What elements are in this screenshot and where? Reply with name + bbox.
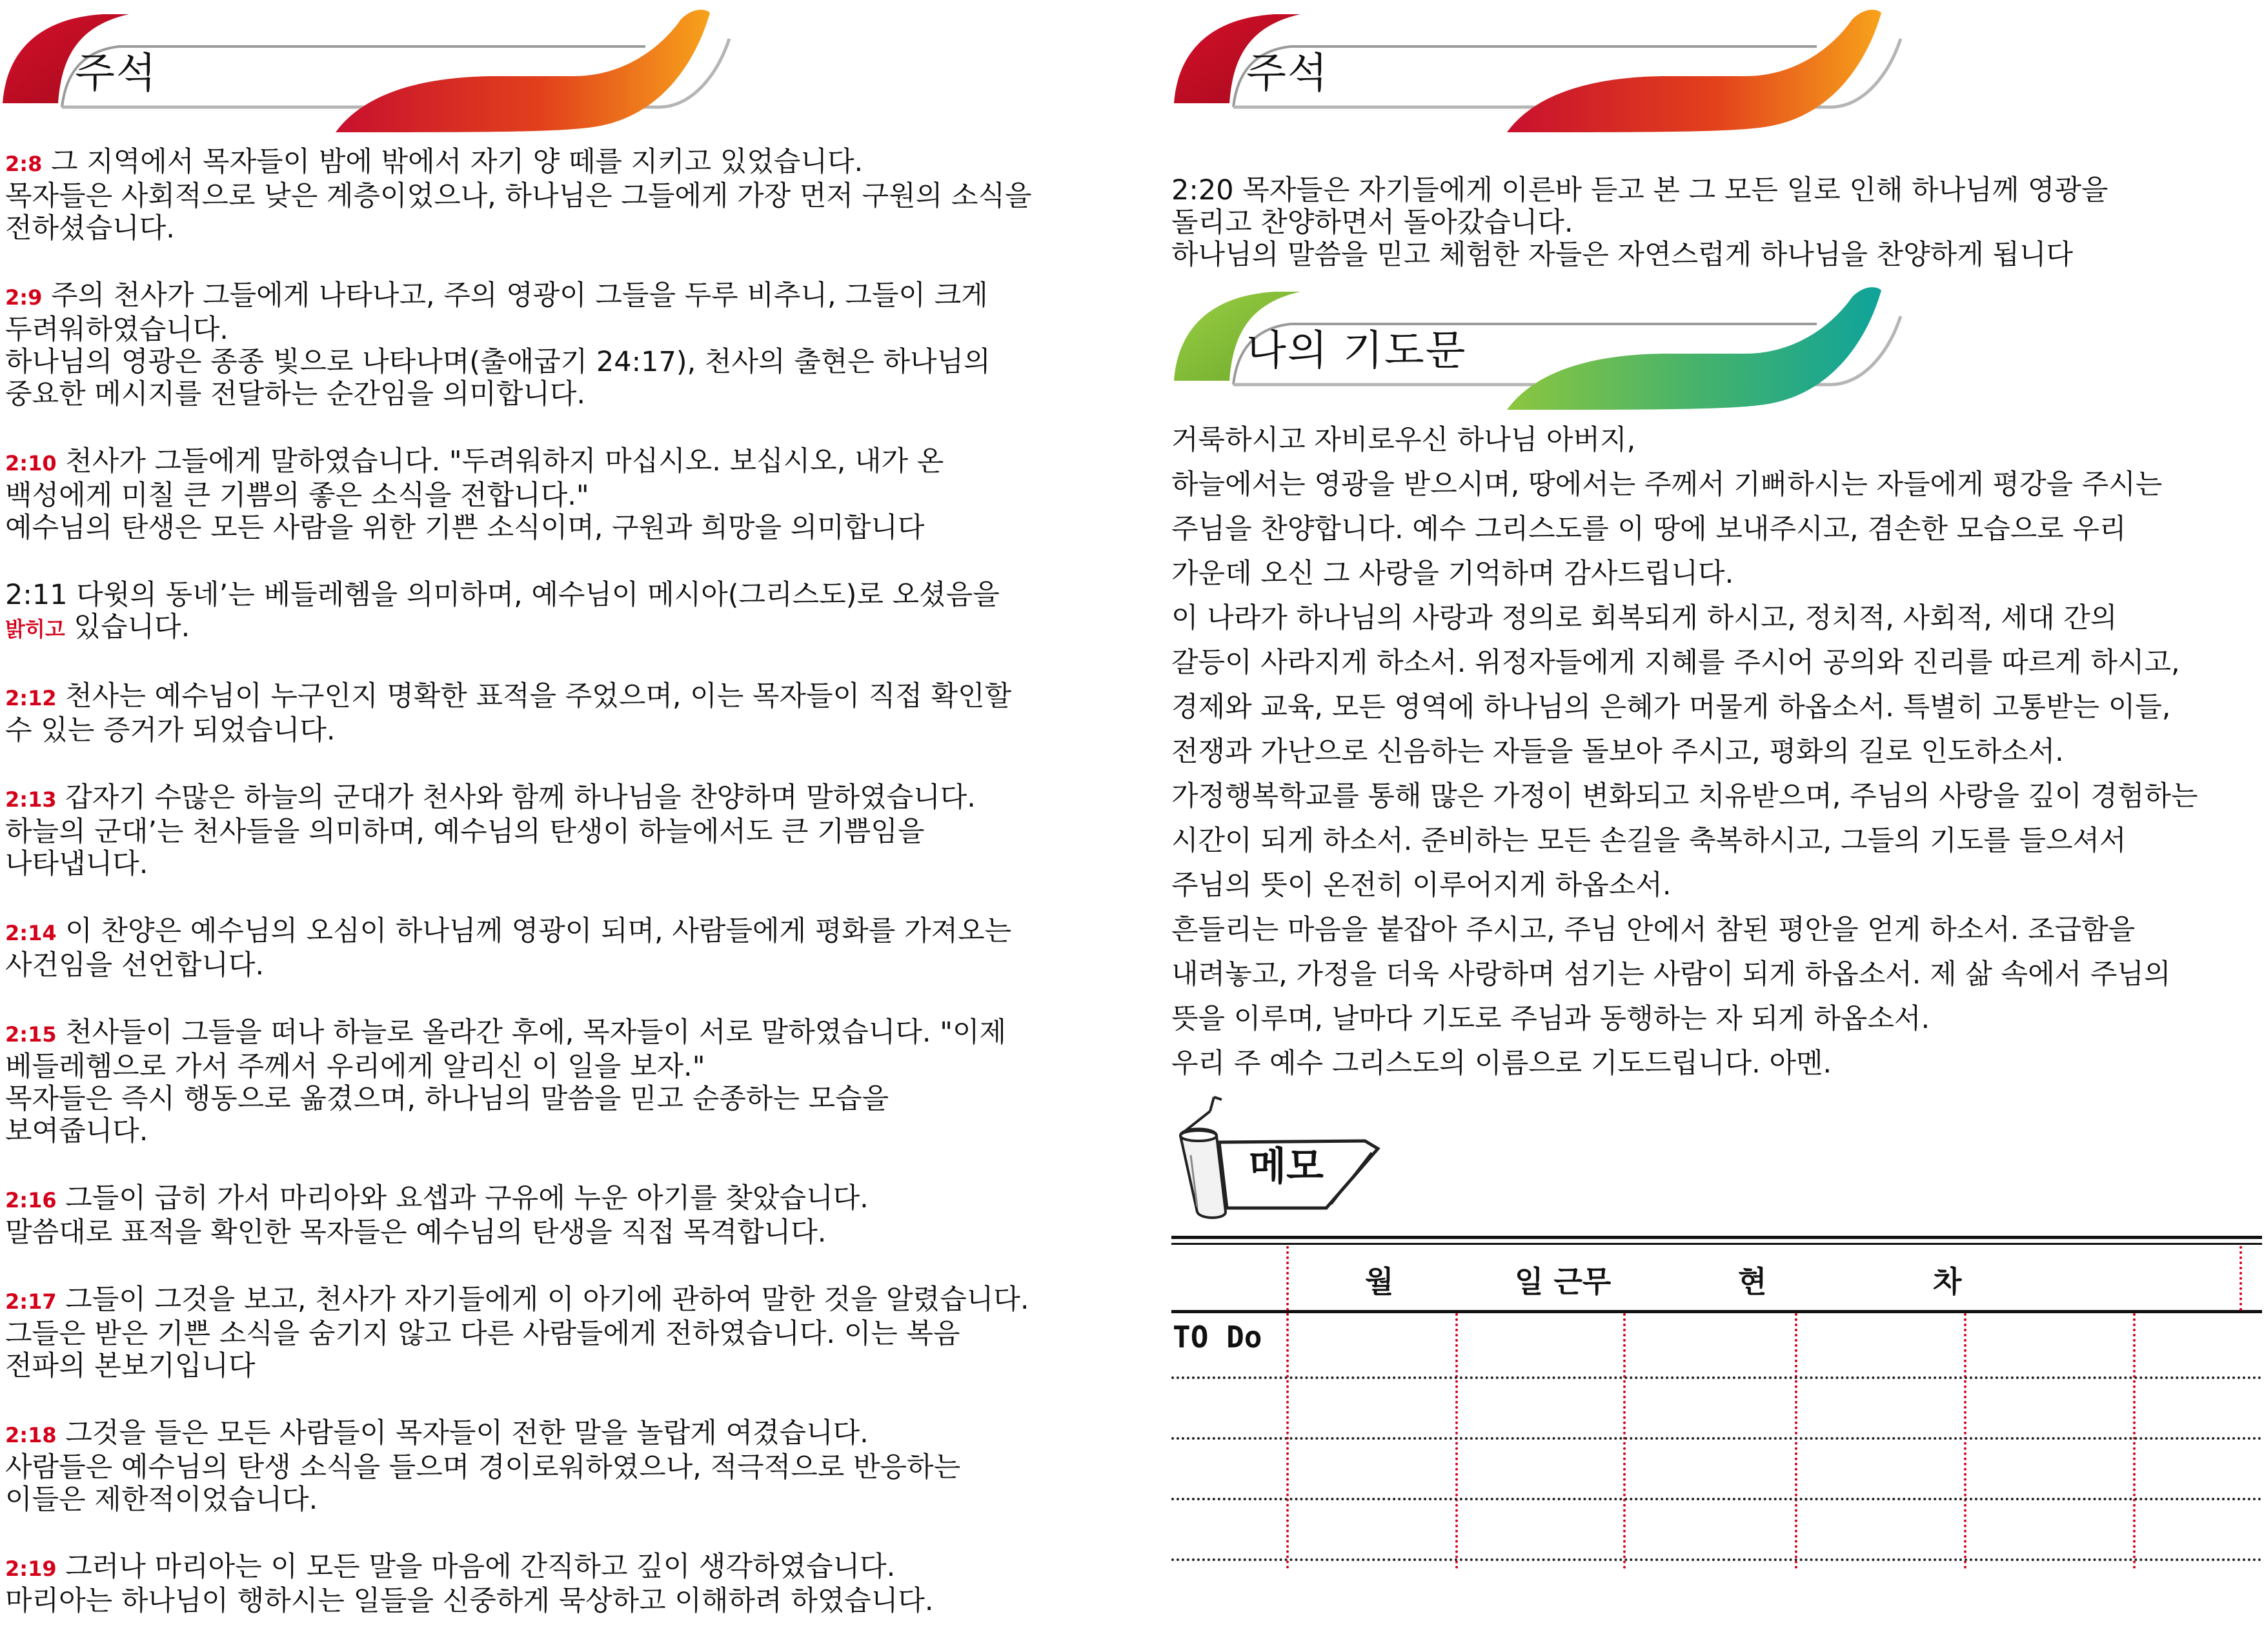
note-text: 그 지역에서 목자들이 밤에 밖에서 자기 양 떼를 지키고 있었습니다.: [51, 146, 864, 178]
prayer-line: 내려놓고, 가정을 더욱 사랑하며 섬기는 사람이 되게 하옵소서. 제 삶 속에서 주님의: [1171, 958, 2171, 991]
note-2-18: [5, 1417, 1102, 1516]
note-text: 예수님의 탄생은 모든 사람을 위한 기쁜 소식이며, 구원과 희망을 의미합니다: [5, 512, 925, 544]
note-2-11: [5, 579, 1102, 645]
note-text: 나타냅니다.: [5, 848, 148, 880]
annotation-banner: [0, 0, 749, 136]
note-text: 그들은 받은 기쁜 소식을 숨기지 않고 다른 사람들에게 전하였습니다. 이는 복음: [5, 1318, 960, 1350]
todo-label: TO Do: [1173, 1320, 1262, 1355]
prayer-line: 주님을 찬양합니다. 예수 그리스도를 이 땅에 보내주시고, 겸손한 모습으로 우리: [1171, 513, 2127, 545]
prayer-line: 우리 주 예수 그리스도의 이름으로 기도드립니다. 아멘.: [1171, 1047, 1832, 1080]
prayer-line: 가정행복학교를 통해 많은 가정이 변화되고 치유받으며, 주님의 사랑을 깊이 경험하는: [1171, 780, 2198, 812]
note-text: 백성에게 미칠 큰 기쁨의 좋은 소식을 전합니다.": [5, 479, 589, 512]
memo-label: 메모: [1249, 1144, 1324, 1189]
note-text: 베들레헴으로 가서 주께서 우리에게 알리신 이 일을 보자.": [5, 1051, 705, 1083]
row-divider: [1171, 1498, 2262, 1500]
note-2-12: [5, 680, 1102, 747]
note-2-8: [5, 146, 1102, 245]
top-rule-thin: [1171, 1243, 2262, 1245]
note-2-16: [5, 1182, 1102, 1249]
column-divider: [1623, 1313, 1626, 1569]
verse-number: 2:11: [5, 579, 68, 611]
prayer-text: [1171, 418, 2262, 1086]
note-text: 전하셨습니다.: [5, 212, 175, 245]
note-text: 주의 천사가 그들에게 나타나고, 주의 영광이 그들을 두루 비추니, 그들이 크게: [51, 279, 988, 312]
column-divider: [1286, 1246, 1289, 1569]
prayer-line: 하늘에서는 영광을 받으시며, 땅에서는 주께서 기뻐하시는 자들에게 평강을 주시는: [1171, 468, 2163, 501]
note-text: 다윗의 동네’는 베들레헴을 의미하며, 예수님이 메시아(그리스도)로 오셨음을: [76, 579, 1000, 611]
note-text: 두려워하였습니다.: [5, 314, 228, 346]
column-divider: [2133, 1313, 2136, 1569]
note-text: 전파의 본보기입니다: [5, 1350, 256, 1382]
prayer-line: 주님의 뜻이 온전히 이루어지게 하옵소서.: [1171, 869, 1672, 902]
note-text: 보여줍니다.: [5, 1115, 148, 1147]
verse-number: 2:18: [5, 1423, 57, 1447]
banner-title: 주석: [1246, 50, 1329, 97]
verse-number: 2:14: [5, 921, 57, 945]
prayer-line: 이 나라가 하나님의 사랑과 정의로 회복되게 하시고, 정치적, 사회적, 세대 간의: [1171, 602, 2117, 634]
verse-number: 2:17: [5, 1289, 57, 1314]
column-divider: [1964, 1313, 1966, 1569]
annotation-notes: [5, 146, 1102, 1652]
header-rule: [1171, 1310, 2262, 1313]
verse-number: 2:10: [5, 451, 57, 476]
top-rule: [1171, 1236, 2262, 1239]
banner-title: 주석: [75, 50, 157, 97]
note-2-19: [5, 1551, 1102, 1617]
row-divider: [1171, 1558, 2262, 1561]
note-text: 목자들은 사회적으로 낮은 계층이었으나, 하나님은 그들에게 가장 먼저 구원의 소식을: [5, 180, 1032, 212]
note-text: 이 찬양은 예수님의 오심이 하나님께 영광이 되며, 사람들에게 평화를 가져오는: [65, 915, 1012, 947]
header-day-work: 일 근무: [1515, 1264, 1612, 1299]
note-text: 하나님의 말씀을 믿고 체험한 자들은 자연스럽게 하나님을 찬양하게 됩니다: [1171, 239, 2074, 271]
verse-number: 2:19: [5, 1556, 57, 1581]
note-2-10: [5, 445, 1102, 544]
header-current: 현: [1738, 1264, 1767, 1299]
note-text: 수 있는 증거가 되었습니다.: [5, 714, 336, 747]
annotation-2-20: [1171, 174, 2262, 271]
note-text: 그들이 급히 가서 마리아와 요셉과 구유에 누운 아기를 찾았습니다.: [65, 1182, 869, 1214]
verse-number: 2:13: [5, 787, 57, 812]
note-text: 있습니다.: [65, 611, 190, 643]
note-2-14: [5, 915, 1102, 982]
note-text: 갑자기 수많은 하늘의 군대가 천사와 함께 하나님을 찬양하며 말하였습니다.: [65, 781, 976, 814]
verse-number: 2:15: [5, 1022, 57, 1047]
note-text: 말씀대로 표적을 확인한 목자들은 예수님의 탄생을 직접 목격합니다.: [5, 1216, 827, 1249]
note-text: 하늘의 군대’는 천사들을 의미하며, 예수님의 탄생이 하늘에서도 큰 기쁨임을: [5, 816, 925, 848]
verse-number: 2:8: [5, 152, 43, 176]
column-divider: [2239, 1246, 2242, 1311]
memo-header: [1171, 1091, 1391, 1220]
note-text: 그러나 마리아는 이 모든 말을 마음에 간직하고 깊이 생각하였습니다.: [65, 1551, 896, 1583]
prayer-line: 시간이 되게 하소서. 준비하는 모든 손길을 축복하시고, 그들의 기도를 들으셔서: [1171, 825, 2127, 857]
row-divider: [1171, 1437, 2262, 1440]
note-text: 마리아는 하나님이 행하시는 일들을 신중하게 묵상하고 이해하려 하였습니다.: [5, 1585, 934, 1617]
note-2-15: [5, 1016, 1102, 1147]
note-text: 중요한 메시지를 전달하는 순간임을 의미합니다.: [5, 378, 586, 410]
note-text: 목자들은 즉시 행동으로 옮겼으며, 하나님의 말씀을 믿고 순종하는 모습을: [5, 1083, 889, 1115]
prayer-line: 흔들리는 마음을 붙잡아 주시고, 주님 안에서 참된 평안을 얻게 하소서. 조급함을: [1171, 914, 2136, 946]
verse-number: 2:9: [5, 285, 43, 310]
prayer-line: 뜻을 이루며, 날마다 기도로 주님과 동행하는 자 되게 하옵소서.: [1171, 1003, 1930, 1035]
left-page: [0, 0, 1110, 1617]
note-text: 천사들이 그들을 떠나 하늘로 올라간 후에, 목자들이 서로 말하였습니다. "이제: [65, 1016, 1007, 1049]
prayer-line: 갈등이 사라지게 하소서. 위정자들에게 지혜를 주시어 공의와 진리를 따르게 하시고,: [1171, 647, 2180, 679]
note-text: 사람들은 예수님의 탄생 소식을 들으며 경이로워하였으나, 적극적으로 반응하는: [5, 1451, 961, 1484]
note-2-13: [5, 781, 1102, 880]
note-text: 사건임을 선언합니다.: [5, 949, 265, 982]
note-text: 이들은 제한적이었습니다.: [5, 1484, 318, 1516]
prayer-line: 전쟁과 가난으로 신음하는 자들을 돌보아 주시고, 평화의 길로 인도하소서.: [1171, 736, 2064, 768]
column-divider: [1455, 1313, 1458, 1569]
right-page: [1171, 0, 2264, 1600]
highlighted-word: 밝히고: [5, 617, 65, 641]
note-text: 돌리고 찬양하면서 돌아갔습니다.: [1171, 206, 1573, 239]
prayer-line: 경제와 교육, 모든 영역에 하나님의 은혜가 머물게 하옵소서. 특별히 고통받는 이들,: [1171, 691, 2171, 723]
prayer-title: 나의 기도문: [1246, 327, 1467, 375]
column-divider: [1795, 1313, 1797, 1569]
annotation-banner-right: [1171, 0, 1920, 136]
header-order: 차: [1933, 1264, 1962, 1299]
header-month: 월: [1365, 1264, 1394, 1299]
note-text: 그것을 들은 모든 사람들이 목자들이 전한 말을 놀랍게 여겼습니다.: [65, 1417, 869, 1449]
verse-number: 2:12: [5, 686, 57, 710]
note-2-17: [5, 1284, 1102, 1382]
verse-number: 2:16: [5, 1188, 57, 1213]
note-text: 하나님의 영광은 종종 빛으로 나타나며(출애굽기 24:17), 천사의 출현은 하나님의: [5, 346, 991, 378]
prayer-banner: [1171, 277, 1920, 413]
prayer-line: 가운데 오신 그 사랑을 기억하며 감사드립니다.: [1171, 558, 1734, 590]
note-text: 천사는 예수님이 누구인지 명확한 표적을 주었으며, 이는 목자들이 직접 확인할: [65, 680, 1012, 712]
row-divider: [1171, 1376, 2262, 1379]
note-text: 천사가 그들에게 말하였습니다. "두려워하지 마십시오. 보십시오, 내가 온: [65, 445, 944, 478]
note-text: 2:20 목자들은 자기들에게 이른바 듣고 본 그 모든 일로 인해 하나님께 영광을: [1171, 174, 2108, 206]
note-2-9: [5, 279, 1102, 410]
note-text: 그들이 그것을 보고, 천사가 자기들에게 이 아기에 관하여 말한 것을 알렸습니다.: [65, 1284, 1029, 1316]
todo-planner: [1171, 1236, 2262, 1571]
prayer-line: 거룩하시고 자비로우신 하나님 아버지,: [1171, 424, 1636, 456]
